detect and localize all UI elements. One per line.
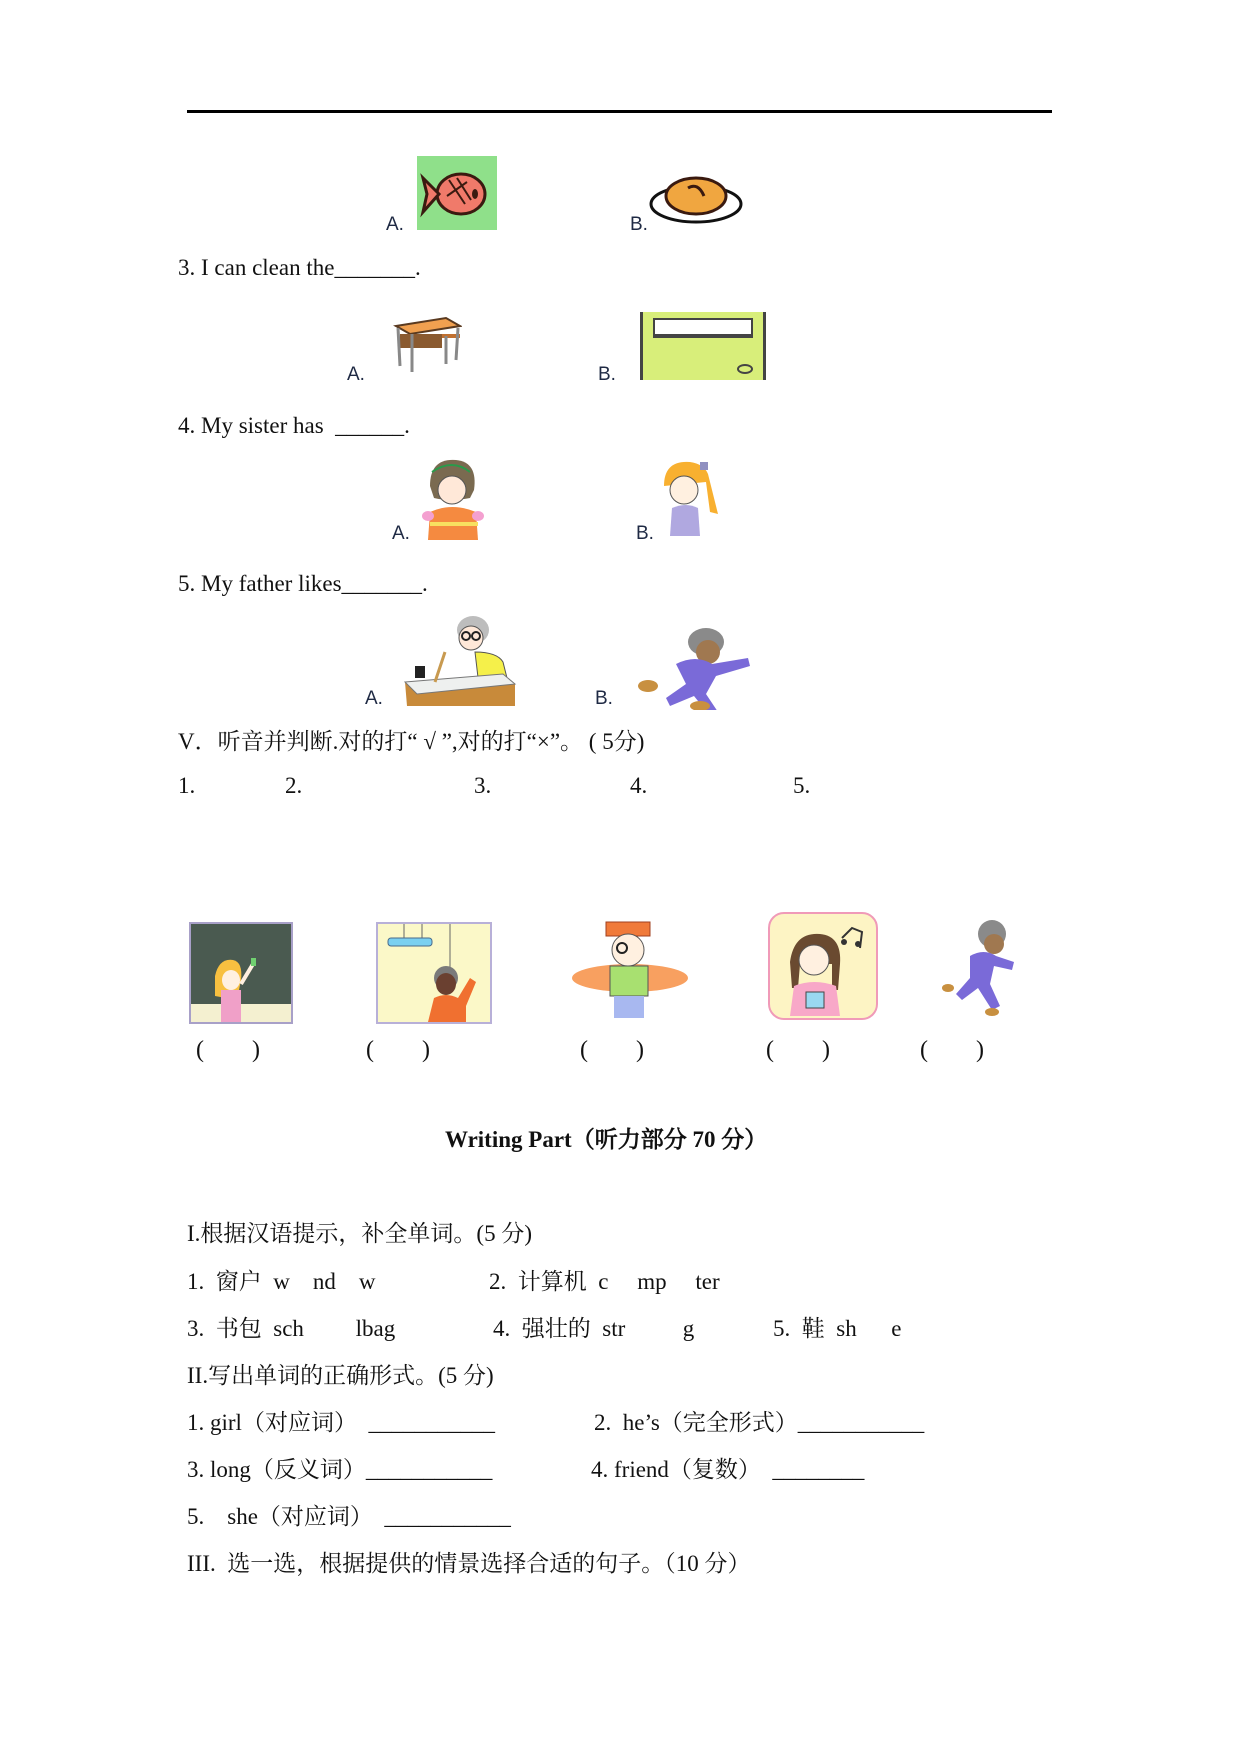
q4-option-a-label: A. — [392, 523, 410, 544]
q3-option-a-label: A. — [347, 364, 365, 385]
item-number-3: 3. — [474, 773, 492, 798]
answer-paren-1[interactable]: ( ) — [196, 1037, 260, 1063]
door-image — [640, 312, 766, 380]
answer-paren-5[interactable]: ( ) — [920, 1037, 984, 1063]
answer-paren-3[interactable]: ( ) — [580, 1037, 644, 1063]
section-2-item-4: 4. friend（复数） ________ — [591, 1457, 865, 1482]
chicken-on-plate-image — [648, 170, 744, 226]
section-2-item-5: 5. she（对应词） ___________ — [187, 1504, 511, 1529]
boy-turning-light-image — [376, 922, 492, 1024]
man-painting-image — [403, 612, 519, 706]
section-1-item-3: 3. 书包 sch lbag — [187, 1316, 396, 1341]
section-2-item-1: 1. girl（对应词） ___________ — [187, 1410, 495, 1435]
q5-option-b-label: B. — [595, 688, 613, 709]
section-1-item-4: 4. 强壮的 str g — [493, 1316, 695, 1341]
section-1-item-2: 2. 计算机 c mp ter — [489, 1269, 720, 1294]
section-1-title: I.根据汉语提示，补全单词。(5 分) — [187, 1221, 532, 1246]
desk-image — [390, 316, 462, 374]
girl-ponytail-image — [656, 456, 722, 540]
item-number-5: 5. — [793, 773, 811, 798]
fish-image — [417, 156, 497, 230]
item-number-2: 2. — [285, 773, 303, 798]
answer-paren-2[interactable]: ( ) — [366, 1037, 430, 1063]
section-2-item-2: 2. he’s（完全形式）___________ — [594, 1410, 925, 1435]
question-3: 3. I can clean the_______. — [178, 255, 421, 280]
boy-running-2-image — [940, 918, 1020, 1016]
question-5: 5. My father likes_______. — [178, 571, 428, 596]
section-1-item-5: 5. 鞋 sh e — [773, 1316, 902, 1341]
writing-part-heading: Writing Part（听力部分 70 分） — [445, 1127, 768, 1152]
q3-option-b-label: B. — [598, 364, 616, 385]
header-rule — [187, 110, 1052, 113]
question-4: 4. My sister has ______. — [178, 413, 410, 438]
q2-option-b-label: B. — [630, 214, 648, 235]
boy-running-image — [636, 620, 756, 710]
q5-option-a-label: A. — [365, 688, 383, 709]
section-3-title: III. 选一选，根据提供的情景选择合适的句子。（10 分） — [187, 1551, 751, 1576]
answer-paren-4[interactable]: ( ) — [766, 1037, 830, 1063]
girl-at-blackboard-image — [189, 922, 293, 1024]
section-2-title: II.写出单词的正确形式。(5 分) — [187, 1363, 494, 1388]
girl-short-hair-image — [418, 456, 488, 540]
item-number-4: 4. — [630, 773, 648, 798]
q2-option-a-label: A. — [386, 214, 404, 235]
item-number-1: 1. — [178, 773, 196, 798]
section-1-item-1: 1. 窗户 w nd w — [187, 1269, 376, 1294]
section-2-item-3: 3. long（反义词）___________ — [187, 1457, 493, 1482]
girl-listening-music-image — [768, 912, 878, 1020]
q4-option-b-label: B. — [636, 523, 654, 544]
section-5-title: V．听音并判断.对的打“ √ ”,对的打“×”。 ( 5分) — [178, 729, 645, 754]
boy-with-book-on-head-image — [570, 912, 694, 1024]
